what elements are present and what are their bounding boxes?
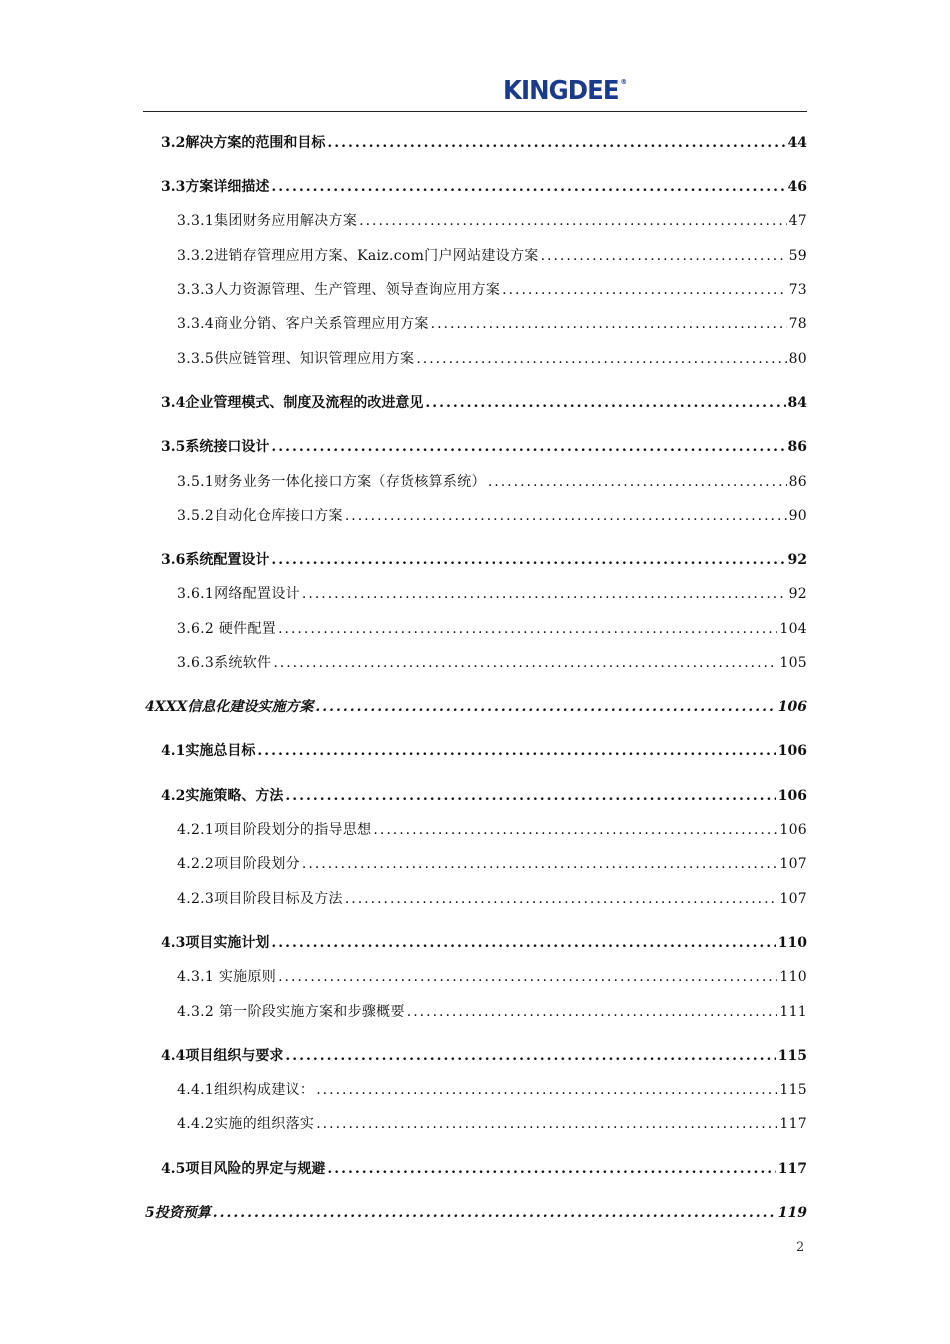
toc-entry-title: 3.3.3人力资源管理、生产管理、领导查询应用方案 [177, 282, 501, 298]
toc-entry[interactable] [177, 245, 807, 267]
toc-entry-page: 46 [787, 179, 807, 195]
toc-leader-dots [302, 583, 787, 605]
toc-leader-dots [315, 696, 775, 718]
toc-leader-dots [488, 471, 787, 493]
toc-leader-dots [407, 1001, 778, 1023]
toc-entry[interactable] [177, 1113, 807, 1135]
toc-entry[interactable] [177, 313, 807, 335]
toc-entry-page: 59 [788, 248, 807, 264]
toc-leader-dots [278, 966, 777, 988]
toc-entry[interactable] [177, 1001, 807, 1023]
toc-leader-dots [431, 313, 787, 335]
toc-entry-page: 115 [779, 1082, 807, 1098]
toc-entry-title: 3.3.5供应链管理、知识管理应用方案 [177, 351, 415, 367]
toc-leader-dots [502, 279, 786, 301]
toc-leader-dots [271, 436, 785, 458]
toc-entry-title: 3.5.2自动化仓库接口方案 [177, 508, 343, 524]
toc-entry[interactable] [177, 853, 807, 875]
toc-entry-title: 4.4.1组织构成建议： [177, 1082, 315, 1098]
toc-entry[interactable] [145, 696, 807, 718]
toc-entry-title: 4.5项目风险的界定与规避 [161, 1161, 326, 1177]
toc-entry-page: 73 [788, 282, 807, 298]
toc-entry-title: 3.5系统接口设计 [161, 439, 270, 455]
toc-entry-title: 5投资预算 [145, 1205, 211, 1221]
toc-leader-dots [285, 785, 775, 807]
toc-entry[interactable] [177, 652, 807, 674]
toc-entry-page: 119 [777, 1205, 807, 1221]
toc-entry-page: 80 [788, 351, 807, 367]
toc-leader-dots [316, 1079, 777, 1101]
toc-leader-dots [416, 348, 786, 370]
toc-leader-dots [541, 245, 787, 267]
toc-leader-dots [257, 740, 775, 762]
toc-entry[interactable] [177, 279, 807, 301]
toc-entry-title: 4.2.2项目阶段划分 [177, 856, 300, 872]
toc-leader-dots [213, 1202, 776, 1224]
toc-entry-page: 110 [777, 935, 807, 951]
toc-leader-dots [273, 652, 777, 674]
toc-entry[interactable] [161, 392, 807, 414]
toc-entry-title: 3.6.2 硬件配置 [177, 621, 277, 637]
toc-entry-title: 4.3.1 实施原则 [177, 969, 277, 985]
toc-entry-title: 4.2实施策略、方法 [161, 788, 284, 804]
registered-mark: ® [620, 78, 628, 86]
toc-entry-title: 4.3项目实施计划 [161, 935, 270, 951]
toc-entry[interactable] [161, 932, 807, 954]
toc-entry-page: 104 [779, 621, 807, 637]
toc-entry-page: 92 [788, 586, 807, 602]
toc-entry[interactable] [161, 132, 807, 154]
toc-entry[interactable] [177, 348, 807, 370]
toc-entry-title: 3.6.3系统软件 [177, 655, 272, 671]
toc-entry[interactable] [177, 888, 807, 910]
toc-entry-title: 3.2解决方案的范围和目标 [161, 135, 326, 151]
toc-entry-page: 111 [779, 1004, 807, 1020]
toc-entry-title: 4.4.2实施的组织落实 [177, 1116, 315, 1132]
toc-leader-dots [425, 392, 785, 414]
toc-entry-page: 86 [787, 439, 807, 455]
toc-entry-page: 86 [788, 474, 807, 490]
toc-entry-title: 3.5.1财务业务一体化接口方案（存货核算系统） [177, 474, 486, 490]
toc-entry[interactable] [161, 740, 807, 762]
toc-entry-page: 92 [787, 552, 807, 568]
toc-entry[interactable] [177, 819, 807, 841]
toc-entry[interactable] [177, 618, 807, 640]
toc-entry[interactable] [161, 785, 807, 807]
toc-entry[interactable] [161, 176, 807, 198]
toc-entry[interactable] [161, 436, 807, 458]
toc-leader-dots [345, 505, 787, 527]
toc-entry-page: 107 [779, 856, 807, 872]
toc-entry[interactable] [177, 505, 807, 527]
toc-leader-dots [285, 1045, 775, 1067]
toc-entry-page: 106 [779, 822, 807, 838]
logo-text: KINGDEE [503, 76, 619, 106]
toc-entry[interactable] [177, 583, 807, 605]
toc-entry-title: 4.4项目组织与要求 [161, 1048, 284, 1064]
toc-entry-page: 106 [777, 699, 807, 715]
toc-entry-title: 4XXX信息化建设实施方案 [145, 699, 314, 715]
page-number: 2 [796, 1240, 805, 1255]
toc-entry-page: 106 [777, 743, 807, 759]
toc-entry-title: 3.3.2进销存管理应用方案、Kaiz.com门户网站建设方案 [177, 248, 539, 264]
toc-entry-title: 3.3方案详细描述 [161, 179, 270, 195]
toc-entry[interactable] [145, 1202, 807, 1224]
toc-entry-page: 110 [779, 969, 807, 985]
toc-leader-dots [373, 819, 777, 841]
toc-entry-title: 4.3.2 第一阶段实施方案和步骤概要 [177, 1004, 405, 1020]
toc-entry-page: 78 [788, 316, 807, 332]
toc-entry-page: 117 [779, 1116, 807, 1132]
toc-entry[interactable] [177, 471, 807, 493]
toc-entry-title: 3.6.1网络配置设计 [177, 586, 300, 602]
toc-leader-dots [271, 932, 775, 954]
toc-entry-title: 3.6系统配置设计 [161, 552, 270, 568]
toc-leader-dots [278, 618, 777, 640]
toc-entry-title: 3.3.1集团财务应用解决方案 [177, 213, 358, 229]
toc-leader-dots [271, 549, 785, 571]
toc-entry-page: 84 [787, 395, 807, 411]
toc-entry-title: 4.1实施总目标 [161, 743, 256, 759]
toc-entry-title: 3.4企业管理模式、制度及流程的改进意见 [161, 395, 424, 411]
toc-leader-dots [302, 853, 777, 875]
toc-entry[interactable] [177, 1079, 807, 1101]
toc-entry[interactable] [161, 1158, 807, 1180]
toc-leader-dots [327, 132, 785, 154]
toc-entry[interactable] [161, 1045, 807, 1067]
toc-entry[interactable] [161, 549, 807, 571]
toc-entry-page: 90 [788, 508, 807, 524]
toc-entry-title: 4.2.3项目阶段目标及方法 [177, 891, 343, 907]
toc-entry-title: 3.3.4商业分销、客户关系管理应用方案 [177, 316, 429, 332]
toc-leader-dots [345, 888, 778, 910]
toc-entry-page: 107 [779, 891, 807, 907]
toc-entry[interactable] [177, 210, 807, 232]
toc-entry-title: 4.2.1项目阶段划分的指导思想 [177, 822, 372, 838]
toc-entry-page: 47 [788, 213, 807, 229]
toc-entry-page: 105 [779, 655, 807, 671]
toc-leader-dots [359, 210, 786, 232]
toc-entry-page: 106 [777, 788, 807, 804]
toc-leader-dots [271, 176, 785, 198]
toc-entry-page: 115 [777, 1048, 807, 1064]
toc-entry[interactable] [177, 966, 807, 988]
toc-leader-dots [327, 1158, 775, 1180]
toc-entry-page: 44 [787, 135, 807, 151]
toc-entry-page: 117 [777, 1161, 807, 1177]
toc-leader-dots [316, 1113, 777, 1135]
